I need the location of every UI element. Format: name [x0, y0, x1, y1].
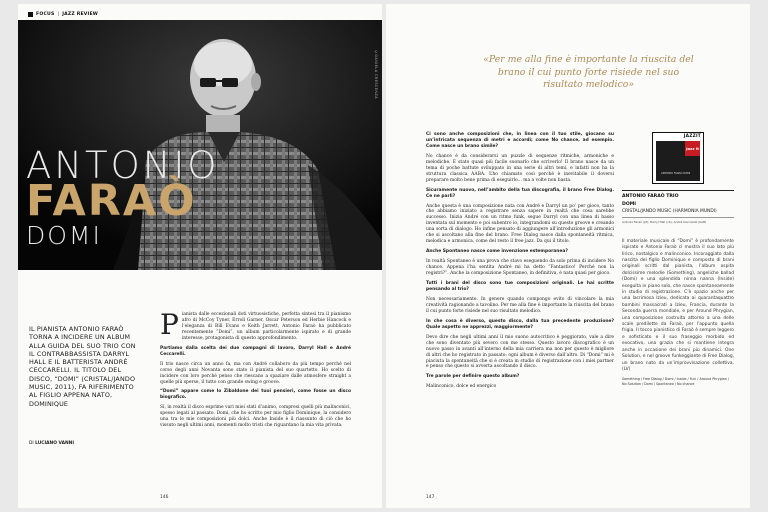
title-album: DOMI: [26, 221, 102, 250]
separator: |: [57, 12, 60, 17]
cover-magazine-label: JAZZIT: [683, 134, 701, 139]
question: Tutti i brani del disco sono tue composizioni originali. Le hai scritte pensando al trio?: [426, 281, 614, 292]
album-cover: [652, 132, 704, 184]
answer: Non necessariamente. In genere quando compongo evito di vincolare la mia creatività ragionando a tavolino. Per me alla fine è importante la riuscita del brano il cui punto forte risiede nel suo risultato melodico.: [426, 296, 614, 314]
answer: In realtà Spontaneo è una prova che stavo eseguendo da solo prima di incidere No chance. Appena l’ha sentita André mi ha detto “Fantastico! Perché non la registri?”. Anche la composizione Spontaneo, in definitiva, è nata quasi per gioco.: [426, 259, 614, 277]
page-number: 146: [160, 495, 169, 500]
intro-text: ianista dalle eccezionali doti virtuosistiche, perfetta sintesi tra il pianismo afro di McCoy Tyner, Erroll Garner, Oscar Peterson ed Herbie Hancock e l’eleganza di Bill Evans e Keith Jarrett, Antonio Faraò ha pubblicato recentemente “Domi”, un album particolarmente ispirato e di grande interesse, protagonista di questo approfondimento.: [181, 312, 351, 341]
pull-quote: «Per me alla fine è importante la riuscita del brano il cui punto forte risiede nel suo risultato melodico»: [483, 54, 694, 91]
right-page: [386, 4, 750, 508]
answer: No chance è da considerarsi un puzzle di sequenze ritmiche, armoniche e melodiche. È stato quasi più facile suonarlo che scriverlo! Il brano nasce da un tema di poche battute sviluppato in una serie di altri temi, e infatti non ha la struttura classica AABA. L’ho chiamato così perché è inevitabile il doversi preparare molto bene prima di eseguirlo... ma a volte non basta.: [426, 153, 614, 183]
hero-photo: [18, 20, 382, 270]
divider: [622, 217, 734, 218]
question: “Domi” appare come lo Zibaldone dei tuoi pensieri, come fosse un disco biografico.: [160, 389, 351, 401]
dropcap: P: [160, 308, 179, 341]
answer: Anche questa è una composizione nata con André e Darryl un po’ per gioco, tanto che abbiamo iniziato a registrare senza sapere in realtà che cosa sarebbe successo. Inizia André con un ritmo funk, segue Darryl con una linea di basso inventata sul momento e poi subentro io, integrandomi su questo groove e creando una sorta di dialogo. Ho infine pensato di aggiungere all’introduzione gli armonici che si ascoltano alla fine del brano. Free Dialog nasce dalla spontaneità ritmica, melodica e armonica, come del resto il free jazz. Da qui il titolo.: [426, 203, 614, 245]
article-column-left: [160, 308, 351, 433]
section-label: FOCUS: [36, 12, 55, 17]
question: Ci sono anche composizioni che, in linea con il tuo stile, giocano su un’intricata sequenza di metri e accordi; come No chance, ad esempio. Come nasce un brano simile?: [426, 132, 614, 149]
left-page: [18, 4, 382, 508]
page-number: 147: [426, 495, 435, 500]
sidebar-personnel: Antonio Faraò (pf); Darryl Hall (cb); André Ceccarelli (batt): [622, 220, 707, 224]
title-last-name: FARAÒ: [26, 176, 197, 226]
question: In che cosa è diverso, questo disco, dalla tua precedente produzione? Quale aspetto ne apprezzi, maggiormente?: [426, 318, 614, 330]
sidebar-label: CRISTAL/JANDO MUSIC (HARMONIA MUNDI): [622, 209, 717, 214]
section-marker-icon: [28, 12, 33, 17]
sidebar-album: DOMI: [622, 202, 636, 207]
sidebar-tracklist: Something / Free Dialog / Domi / Inside / Fuci / Around Phrygian / No Solution / Domi / Spontaneo / No chance: [622, 377, 729, 386]
intro-paragraph: [160, 308, 351, 342]
divider: [622, 190, 734, 191]
review-sidebar: [622, 132, 734, 386]
sidebar-artist: ANTONIO FARAÒ TRIO: [622, 194, 679, 199]
subsection-label: JAZZ REVIEW: [62, 12, 99, 17]
answer: Malinconico, dolce ed energico: [426, 384, 497, 390]
question: Tre parole per definire questo album?: [426, 374, 520, 380]
question: Partiamo dalla scelta dei due compagni di lavoro, Darryl Hall e André Ceccarelli.: [160, 345, 351, 357]
sidebar-review-text: Il materiale musicale di “Domi” è profondamente ispirato e Antonio Faraò ci mostra il suo lato più lirico, nostalgico e malinconico. Incoraggiato dalla nascita del figlio Dominique e composto di brani originali scritti dal pianista, l’album ospita dolcissime melodie (Something), angeliche ballad (Domi) e una splendida ninna nanna (Inside) eseguita in piano solo, che nasce spontaneamente in studio di registrazione. C’è spazio anche per una lacrimosa Izieu, dedicata ai quarantaquattro bambini massacrati a Izieu, Francia, durante la Seconda guerra mondiale, e per Around Phrygian, una composizione costruita attorno a una delle scale predilette da Faraò, per l’appunto quella frigia. Il tocco pianistico di Faraò è sempre leggero e sofisticato e il suo fraseggio morbido ed evocativo, una grazia che si mantiene integra anche in occasione dei brani più dinamici. One Solution, e nel groove funkeggiante di Free Dialog, un brano nato da un’improvvisazione collettiva. (LV): [622, 238, 734, 372]
title-first-name: ANTONIO: [26, 144, 220, 187]
article-column-right: [426, 132, 614, 394]
answer: Sì, in realtà il disco esprime vari miei stati d’animo, compresi quelli più malinconici, spesso legati al passato. Domi, che ho scritto per mio figlio Dominique, la considero una tra le mie composizioni più dolci. Anche Inside è il riassunto di ciò che ho vissuto negli ultimi anni, momenti molto tristi che riguardano la mia vita privata.: [160, 405, 351, 429]
answer: Devo dire che negli ultimi anni il mio suono autocritico è peggiorato, vale a dire che sono diventato più severo con me stesso. Questo lavoro discografico è un nuovo passo in avanti all’interno della mia carriera ma non per questo è migliore di altri che ho registrato in passato: ogni album è diverso dall’altro. Di “Domi” mi è piaciuta la spontaneità che si è creata in studio di registrazione con i miei partner e penso che questo si avverta ascoltando il disco.: [426, 334, 614, 370]
lead-paragraph: IL PIANISTA ANTONIO FARAÒ TORNA A INCIDERE UN ALBUM ALLA GUIDA DEL SUO TRIO CON IL CONTRABBASSISTA DARRYL HALL E IL BATTERISTA ANDRÉ CECCARELLI. IL TITOLO DEL DISCO, “DOMI” (CRISTAL/JANDO MUSIC, 2011), FA RIFERIMENTO AL FIGLIO APPENA NATO, DOMINIQUE: [29, 325, 136, 408]
running-head: [28, 12, 98, 17]
cover-title: ANTONIO FARAÒ DOMI: [661, 171, 691, 175]
answer: Il trio nasce circa un anno fa, ma con André collaboro da più tempo perché nel corso degli anni Novanta sono stato il pianista del suo quartetto. Ho scelto di incidere con loro perché penso che riescano a spaziare dalle atmosfere straight a quelle più sperse, il tutto con grande swing e groove.: [160, 361, 351, 385]
photo-credit: ©DANIELA CRESCENZA: [374, 50, 378, 100]
jazzit-logo-icon: Jazz it: [685, 141, 700, 156]
question: Anche Spontaneo nasce come invenzione estemporanea?: [426, 249, 568, 255]
byline-author: LUCIANO VANNI: [35, 441, 74, 446]
question: Sicuramente nuovo, nell’ambito della tua discografia, il brano Free Dialog. Ce ne parli?: [426, 187, 614, 199]
byline-prefix: DI: [29, 441, 34, 446]
byline: [29, 441, 74, 446]
